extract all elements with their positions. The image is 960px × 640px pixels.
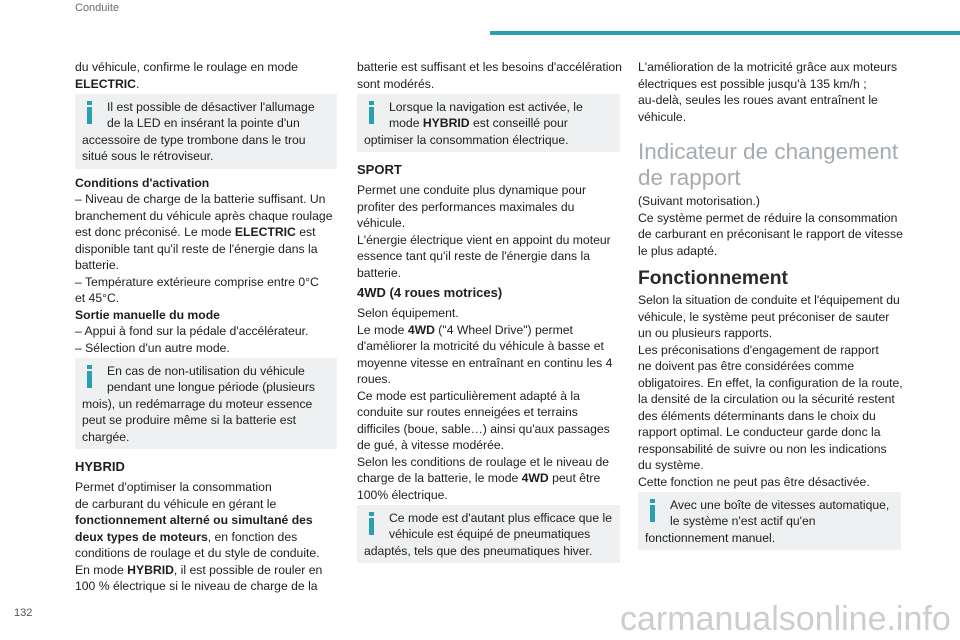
section-heading: HYBRID: [75, 459, 125, 474]
text-line: du véhicule, confirme le roulage en mode: [75, 60, 298, 74]
text-line: profiter des performances maximales du: [357, 199, 575, 214]
text-line: conduite sur routes enneigées et terrains: [357, 405, 578, 419]
text-line: accessoire de type trombone dans le trou: [82, 132, 306, 147]
text-run: mode: [389, 116, 423, 130]
text-line: de gué, à vitesse modérée.: [357, 438, 505, 452]
text-run: Le mode: [357, 322, 408, 337]
bold-text-run: Sortie manuelle du mode: [75, 307, 220, 322]
watermark: carmanualsonline.info: [620, 600, 951, 638]
text-line: de carburant du véhicule en gérant le: [75, 496, 277, 511]
info-icon: [364, 99, 389, 132]
text-line: 100% électrique.: [357, 487, 448, 502]
text-line: Ce système permet de réduire la consommation: [638, 210, 898, 225]
text-line: au-delà, seules les roues avant entraînent le: [638, 93, 878, 107]
text-run: En mode: [75, 562, 128, 577]
text-line: Il est possible de désactiver l'allumage: [107, 99, 315, 114]
text-line: [364, 115, 614, 132]
text-line: du système.: [638, 458, 704, 472]
text-line: disponible tant qu'il reste de l'énergie dans la: [75, 241, 318, 256]
text-line: sont modérés.: [357, 76, 435, 91]
text-line: ne doivent pas être considérées comme: [638, 359, 855, 373]
text-line: et 45°C.: [75, 291, 120, 305]
paragraph: [638, 292, 901, 490]
text-line: conditions de roulage et du style de conduite.: [75, 546, 320, 560]
info-note: [75, 94, 337, 169]
text-line: optimiser la consommation électrique.: [364, 132, 569, 147]
text-line: électriques est possible jusqu'à 135 km/h ;: [638, 76, 867, 91]
text-line: d'améliorer la motricité du véhicule à basse et: [357, 339, 604, 353]
info-icon-stem: [369, 107, 374, 124]
info-icon-stem: [650, 505, 655, 522]
text-line: branchement du véhicule après chaque roulage: [75, 208, 333, 223]
text-line: de carburant en préconisant le rapport de vitesse: [638, 227, 903, 241]
text-line: véhicule.: [638, 109, 687, 124]
bold-text-run: 4WD: [407, 322, 435, 337]
text-line: obligatoires. En effet, la configuration de la route,: [638, 375, 903, 390]
text-line: véhicule est équipé de pneumatiques: [389, 527, 591, 541]
text-line: [75, 307, 337, 324]
text-line: [357, 322, 620, 339]
info-icon-dot: [87, 101, 92, 105]
text-line: L'énergie électrique vient en appoint du moteur: [357, 232, 611, 247]
info-icon-dot: [369, 512, 374, 516]
info-note: [75, 358, 337, 450]
info-icon: [82, 99, 107, 132]
text-line: roues.: [357, 372, 391, 386]
text-line: Cette fonction ne peut pas être désactivée.: [638, 474, 870, 489]
paragraph: [638, 193, 901, 259]
bold-text-run: ELECTRIC: [75, 76, 136, 91]
text-line: – Appui à fond sur la pédale d'accélérateur.: [75, 324, 309, 338]
info-note: [357, 94, 620, 153]
bold-text-run: fonctionnement alterné ou simultané des: [75, 513, 313, 527]
info-icon-dot: [87, 365, 92, 369]
text-column-right: [638, 59, 901, 550]
text-line: batterie.: [75, 258, 120, 272]
text-line: fonctionnement manuel.: [645, 530, 776, 545]
paragraph: [357, 305, 620, 503]
bold-text-run: HYBRID: [422, 116, 470, 130]
text-line: [357, 470, 620, 487]
text-line: essence tant qu'il reste de l'énergie dans la: [357, 249, 590, 263]
text-run: est donc préconisé. Le mode: [75, 225, 235, 239]
info-icon-stem: [87, 371, 92, 388]
running-header-section: Conduite: [75, 2, 120, 14]
text-run: .: [135, 76, 140, 91]
paragraph: [357, 182, 620, 281]
paragraph: [357, 59, 620, 92]
paragraph: [75, 59, 337, 92]
text-line: L'amélioration de la motricité grâce aux moteurs: [638, 60, 898, 74]
chapter-heading: [638, 139, 901, 191]
text-line: mois), un redémarrage du moteur essence: [82, 396, 313, 411]
text-line: – Niveau de charge de la batterie suffisant. Un: [75, 192, 326, 206]
info-note: [638, 492, 901, 551]
paragraph: [75, 175, 337, 357]
text-line: Avec une boîte de vitesses automatique,: [670, 497, 890, 512]
text-run: , il est possible de rouler en: [173, 562, 323, 577]
text-line: Selon équipement.: [357, 306, 459, 320]
text-line: batterie.: [357, 265, 402, 280]
section-heading: 4WD (4 roues motrices): [357, 285, 503, 300]
text-line: le système n'est actif qu'en: [670, 514, 816, 528]
text-column-left: [75, 59, 337, 595]
text-line: Lorsque la navigation est activée, le: [389, 99, 583, 114]
text-column-middle: [357, 59, 620, 563]
text-line: [75, 224, 337, 241]
bold-text-run: Conditions d'activation: [75, 175, 210, 190]
text-line: peut se produire même si la batterie est: [82, 413, 297, 427]
text-line: [75, 76, 337, 93]
text-line: le plus adapté.: [638, 243, 718, 258]
text-line: véhicule, le système peut préconiser de sauter: [638, 309, 890, 324]
info-icon: [364, 510, 389, 543]
text-line: [75, 562, 337, 579]
text-line: moyenne vitesse en entraînant en continu les 4: [357, 355, 613, 370]
text-run: , en fonction des: [207, 529, 298, 544]
text-line: chargée.: [82, 429, 130, 444]
text-line: – Sélection d'un autre mode.: [75, 340, 230, 355]
bold-text-run: 4WD: [521, 471, 549, 485]
text-line: Ce mode est particulièrement adapté à la: [357, 388, 580, 403]
text-line: [75, 512, 337, 529]
text-line: 100 % électrique si le niveau de charge de la: [75, 579, 318, 593]
paragraph: [75, 479, 337, 595]
text-line: Permet d'optimiser la consommation: [75, 480, 272, 494]
text-run: ("4 Wheel Drive") permet: [434, 322, 573, 337]
text-line: un ou plusieurs rapports.: [638, 326, 773, 340]
subsection-heading: Fonctionnement: [638, 268, 788, 289]
bold-text-run: ELECTRIC: [234, 225, 296, 239]
info-icon: [82, 363, 107, 396]
info-note: [357, 505, 620, 564]
text-run: charge de la batterie, le mode: [357, 471, 522, 485]
text-run: est conseillé pour: [469, 116, 568, 130]
info-icon-stem: [87, 107, 92, 124]
info-icon-stem: [369, 518, 374, 535]
bold-text-run: HYBRID: [127, 562, 174, 577]
text-line: situé sous le rétroviseur.: [82, 149, 214, 163]
text-line: Ce mode est d'autant plus efficace que le: [389, 510, 612, 525]
text-line: de la LED en insérant la pointe d'un: [107, 116, 300, 130]
info-icon: [645, 497, 670, 530]
info-icon-dot: [650, 499, 655, 503]
text-line: Selon la situation de conduite et l'équipement du: [638, 293, 900, 307]
text-line: de rapport: [638, 165, 741, 190]
header-accent-rule: [490, 31, 960, 35]
text-line: véhicule.: [357, 216, 406, 230]
text-line: Selon les conditions de roulage et le niveau de: [357, 454, 610, 469]
text-line: (Suivant motorisation.): [638, 194, 760, 208]
text-line: responsabilité de suivre ou non les indications: [638, 441, 887, 456]
text-line: difficiles (boue, sable…) ainsi qu'aux passages: [357, 421, 610, 436]
bold-text-run: deux types de moteurs: [75, 529, 208, 544]
text-line: Indicateur de changement: [638, 139, 899, 164]
text-line: Permet une conduite plus dynamique pour: [357, 183, 586, 197]
text-line: En cas de non-utilisation du véhicule: [107, 363, 305, 378]
text-line: [75, 175, 337, 192]
page-number: 132: [14, 607, 33, 619]
text-line: la densité de la circulation ou la sécurité restent: [638, 392, 895, 406]
text-line: des éléments déterminants dans le choix du: [638, 408, 876, 423]
section-heading: SPORT: [357, 162, 402, 177]
text-run: est: [295, 225, 316, 239]
text-line: Les préconisations d'engagement de rapport: [638, 342, 879, 357]
text-line: – Température extérieure comprise entre 0°C: [75, 274, 319, 289]
text-run: peut être: [548, 471, 601, 485]
paragraph: [638, 59, 901, 125]
text-line: [75, 529, 337, 546]
text-line: pendant une longue période (plusieurs: [107, 380, 316, 394]
text-line: adaptés, tels que des pneumatiques hiver.: [364, 543, 593, 558]
text-line: rapport optimal. Le conducteur garde donc la: [638, 425, 881, 439]
info-icon-dot: [369, 101, 374, 105]
text-line: batterie est suffisant et les besoins d'accélération: [357, 60, 622, 74]
